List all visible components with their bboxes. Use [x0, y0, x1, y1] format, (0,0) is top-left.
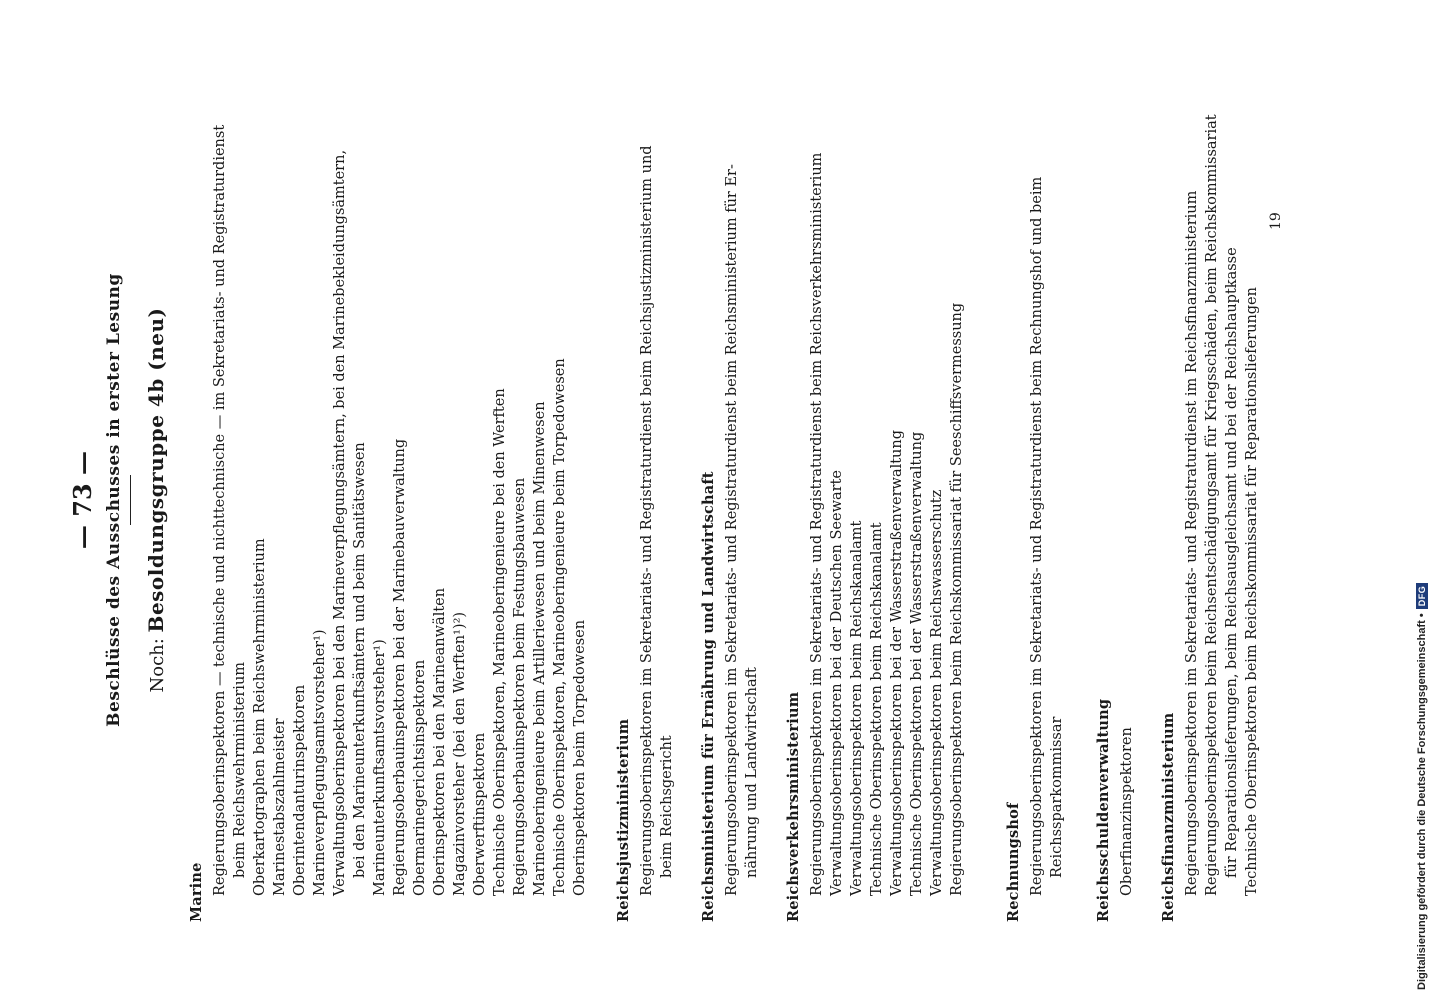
- list-item: Regierungsoberinspektoren im Sekretariats- und Registraturdienst im Reichsfinanzministerium: [1184, 190, 1200, 896]
- list-item: beim Reichsgericht: [659, 735, 675, 878]
- signature-number: 19: [1268, 212, 1284, 230]
- section-title-finanz: Reichsfinanzministerium: [1160, 712, 1177, 922]
- list-item: Oberintendanturinspektoren: [292, 684, 308, 896]
- list-item: Verwaltungsoberinspektoren beim Reichskanalamt: [849, 520, 865, 896]
- list-item: Obermarinegerichtsinspektoren: [412, 659, 428, 896]
- list-item: Technische Oberinspektoren beim Reichskanalamt: [869, 522, 885, 896]
- digitization-credit: [1416, 583, 1428, 990]
- list-item: Oberinspektoren bei den Marineanwälten: [432, 587, 448, 896]
- list-item: Marineverpflegungsamtsvorsteher¹): [312, 629, 328, 896]
- list-item: Regierungsoberinspektoren im Sekretariats- und Registraturdienst beim Reichsjustizministerium und: [639, 145, 655, 896]
- list-item: bei den Marineunterkunftsämtern und beim Sanitätswesen: [352, 442, 368, 878]
- list-item: nährung und Landwirtschaft: [744, 667, 760, 878]
- list-item: Regierungsoberinspektoren beim Reichskommissariat für Seeschiffsvermessung: [949, 302, 965, 896]
- list-item: Marineoberingenieure beim Artilleriewesen und beim Minenwesen: [532, 401, 548, 896]
- list-item: Regierungsoberbauinspektoren bei der Marinebauverwaltung: [392, 438, 408, 896]
- list-item: Reichssparkommissar: [1049, 716, 1065, 878]
- credit-text: Digitalisierung gefördert durch die Deutsche Forschungsgemeinschaft •: [1416, 613, 1428, 990]
- list-item: Technische Oberinspektoren bei der Wasserstraßenverwaltung: [909, 431, 925, 896]
- list-item: Regierungsoberinspektoren im Sekretariats- und Registraturdienst beim Reichsverkehrsministerium: [809, 152, 825, 896]
- list-item: Regierungsoberinspektoren — technische und nichttechnische — im Sekretariats- und Registraturdienst: [212, 124, 228, 896]
- section-title-ernaehrung: Reichsministerium für Ernährung und Landwirtschaft: [700, 471, 717, 922]
- list-item: Verwaltungsoberinspektoren bei der Deutschen Seewarte: [829, 470, 845, 896]
- list-item: Regierungsoberbauinspektoren beim Festungsbauwesen: [512, 477, 528, 896]
- section-title-justiz: Reichsjustizministerium: [615, 718, 632, 922]
- list-item: für Reparationslieferungen, beim Reichsausgleichsamt und bei der Reichshauptkasse: [1224, 247, 1240, 878]
- list-item: Oberkartographen beim Reichswehrministerium: [252, 538, 268, 896]
- list-item: Technische Oberinspektoren, Marineoberingenieure beim Torpedowesen: [552, 358, 568, 896]
- dfg-logo: DFG: [1416, 583, 1428, 610]
- list-item: Regierungsoberinspektoren im Sekretariats- und Registraturdienst beim Rechnungshof und beim: [1029, 176, 1045, 896]
- group-subtitle-bold: Besoldungsgruppe 4b (neu): [144, 307, 168, 633]
- document-title: Beschlüsse des Ausschusses in erster Lesung: [104, 273, 124, 727]
- list-item: Regierungsoberinspektoren beim Reichsentschädigungsamt für Kriegsschäden, beim Reichskommissariat: [1204, 114, 1220, 896]
- title-rule: [130, 475, 131, 525]
- list-item: Regierungsoberinspektoren im Sekretariats- und Registraturdienst beim Reichsministerium für Er-: [724, 164, 740, 896]
- list-item: Verwaltungsoberinspektoren bei den Marineverpflegungsämtern, bei den Marinebekleidungsämtern,: [332, 149, 348, 896]
- section-title-rechnungshof: Rechnungshof: [1005, 802, 1022, 922]
- list-item: Oberinspektoren beim Torpedowesen: [572, 619, 588, 896]
- list-item: Oberwerftinspektoren: [472, 732, 488, 896]
- group-subtitle-prefix: Noch:: [147, 638, 168, 693]
- page-number: — 73 —: [68, 450, 97, 550]
- section-title-schulden: Reichsschuldenverwaltung: [1095, 698, 1112, 922]
- list-item: Verwaltungsoberinspektoren beim Reichswasserschutz: [929, 489, 945, 896]
- section-title-verkehr: Reichsverkehrsministerium: [785, 691, 802, 922]
- list-item: Marineunterkunftsamtsvorsteher¹): [372, 639, 388, 896]
- list-item: Technische Oberinspektoren beim Reichskommissariat für Reparationslieferungen: [1244, 287, 1260, 896]
- rotated-page: [60, 0, 1390, 1000]
- group-subtitle: [144, 0, 168, 1000]
- section-title-marine: Marine: [188, 862, 205, 922]
- list-item: Marinestabszahlmeister: [272, 718, 288, 896]
- list-item: Verwaltungsoberinspektoren bei der Wasserstraßenverwaltung: [889, 429, 905, 896]
- list-item: Magazinvorsteher (bei den Werften¹)²): [452, 611, 468, 896]
- list-item: Technische Oberinspektoren, Marineoberingenieure bei den Werften: [492, 388, 508, 896]
- list-item: beim Reichswehrministerium: [232, 661, 248, 878]
- list-item: Oberfinanzinspektoren: [1119, 727, 1135, 896]
